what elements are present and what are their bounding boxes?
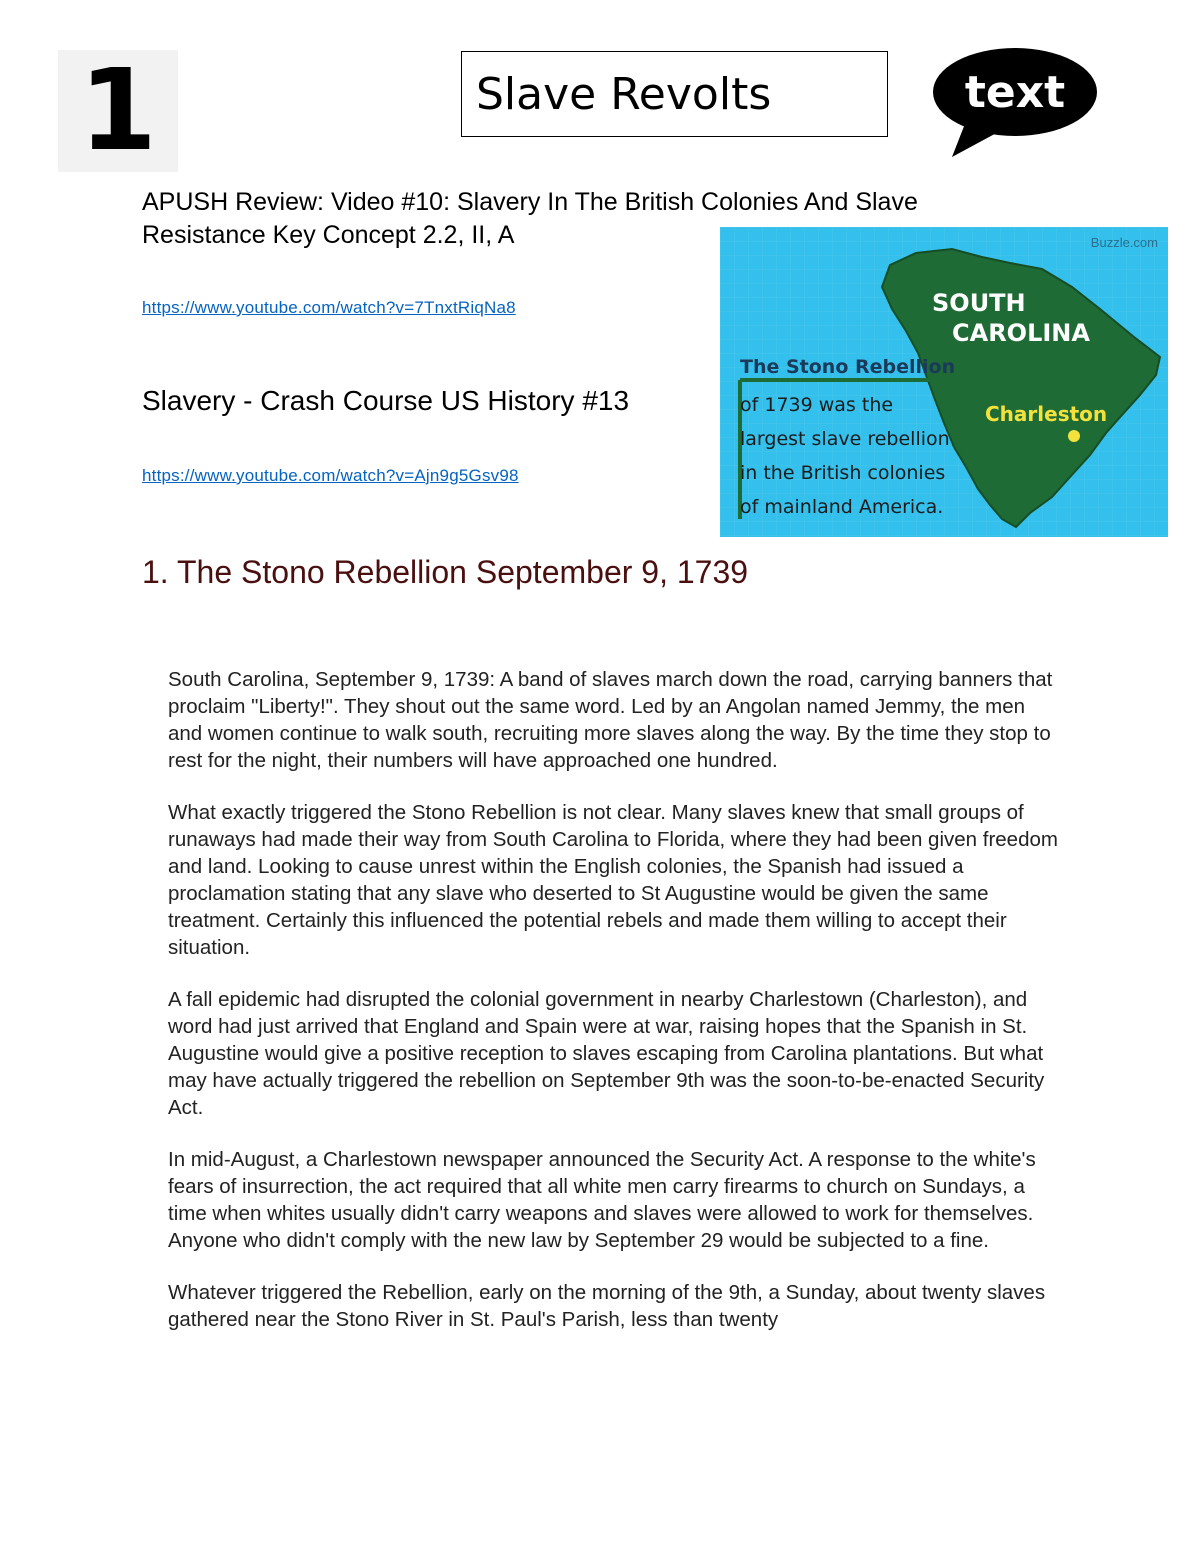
video-2-link[interactable]: https://www.youtube.com/watch?v=Ajn9g5Gsv98 — [142, 466, 519, 485]
map-caption-line: of 1739 was the — [740, 394, 894, 416]
map-watermark: Buzzle.com — [1090, 235, 1158, 250]
charleston-marker-icon — [1068, 430, 1080, 442]
text-speech-bubble-icon — [930, 46, 1100, 160]
stono-rebellion-map-image — [720, 227, 1168, 537]
article-paragraph: What exactly triggered the Stono Rebellion is not clear. Many slaves knew that small groups of runaways had made their way from South Carolina to Florida, where they had been given freedom and land. Looking to cause unrest within the English colonies, the Spanish had issued a proclamation stating that any slave who deserted to St Augustine would be given the same treatment. Certainly this influenced the potential rebels and made them willing to accept their situation. — [168, 801, 1058, 959]
article-paragraph: Whatever triggered the Rebellion, early on the morning of the 9th, a Sunday, about twenty slaves gathered near the Stono River in St. Paul's Parish, less than twenty — [168, 1281, 1046, 1331]
article-paragraph: South Carolina, September 9, 1739: A band of slaves march down the road, carrying banners that proclaim "Liberty!". They shout out the same word. Led by an Angolan named Jemmy, the men and women continue to walk south, recruiting more slaves along the way. By the time they stop to rest for the night, their numbers will have approached one hundred. — [168, 668, 1053, 772]
map-state-label-2: CAROLINA — [952, 319, 1090, 347]
page-title: Slave Revolts — [476, 68, 772, 120]
map-caption-title: The Stono Rebellion — [740, 356, 956, 378]
page-number: 1 — [79, 46, 157, 176]
map-state-label-1: SOUTH — [932, 289, 1026, 317]
page-number-badge — [58, 46, 178, 176]
map-caption-line: in the British colonies — [740, 462, 946, 484]
article-paragraph: In mid-August, a Charlestown newspaper announced the Security Act. A response to the white's fears of insurrection, the act required that all white men carry firearms to church on Sundays, a time when whites usually didn't carry weapons and slaves were allowed to work for themselves. Anyone who didn't comply with the new law by September 29 would be subjected to a fine. — [168, 1148, 1036, 1252]
map-caption-line: largest slave rebellion — [740, 428, 950, 450]
article-paragraph: A fall epidemic had disrupted the colonial government in nearby Charlestown (Charleston), and word had just arrived that England and Spain were at war, raising hopes that the Spanish in St. Augustine would give a positive reception to slaves escaping from Carolina plantations. But what may have actually triggered the rebellion on September 9th was the soon-to-be-enacted Security Act. — [168, 988, 1045, 1119]
bubble-label: text — [964, 67, 1066, 118]
map-caption-line: of mainland America. — [740, 496, 944, 518]
article-body — [168, 666, 1058, 1358]
page-title-box — [461, 51, 888, 137]
video-1-link[interactable]: https://www.youtube.com/watch?v=7TnxtRiqNa8 — [142, 298, 516, 317]
map-city-label: Charleston — [985, 402, 1108, 426]
video-1-title: APUSH Review: Video #10: Slavery In The British Colonies And Slave Resistance Key Concept 2.2, II, A — [142, 188, 918, 249]
section-heading: 1. The Stono Rebellion September 9, 1739 — [142, 554, 749, 590]
video-2-title: Slavery - Crash Course US History #13 — [142, 385, 630, 416]
